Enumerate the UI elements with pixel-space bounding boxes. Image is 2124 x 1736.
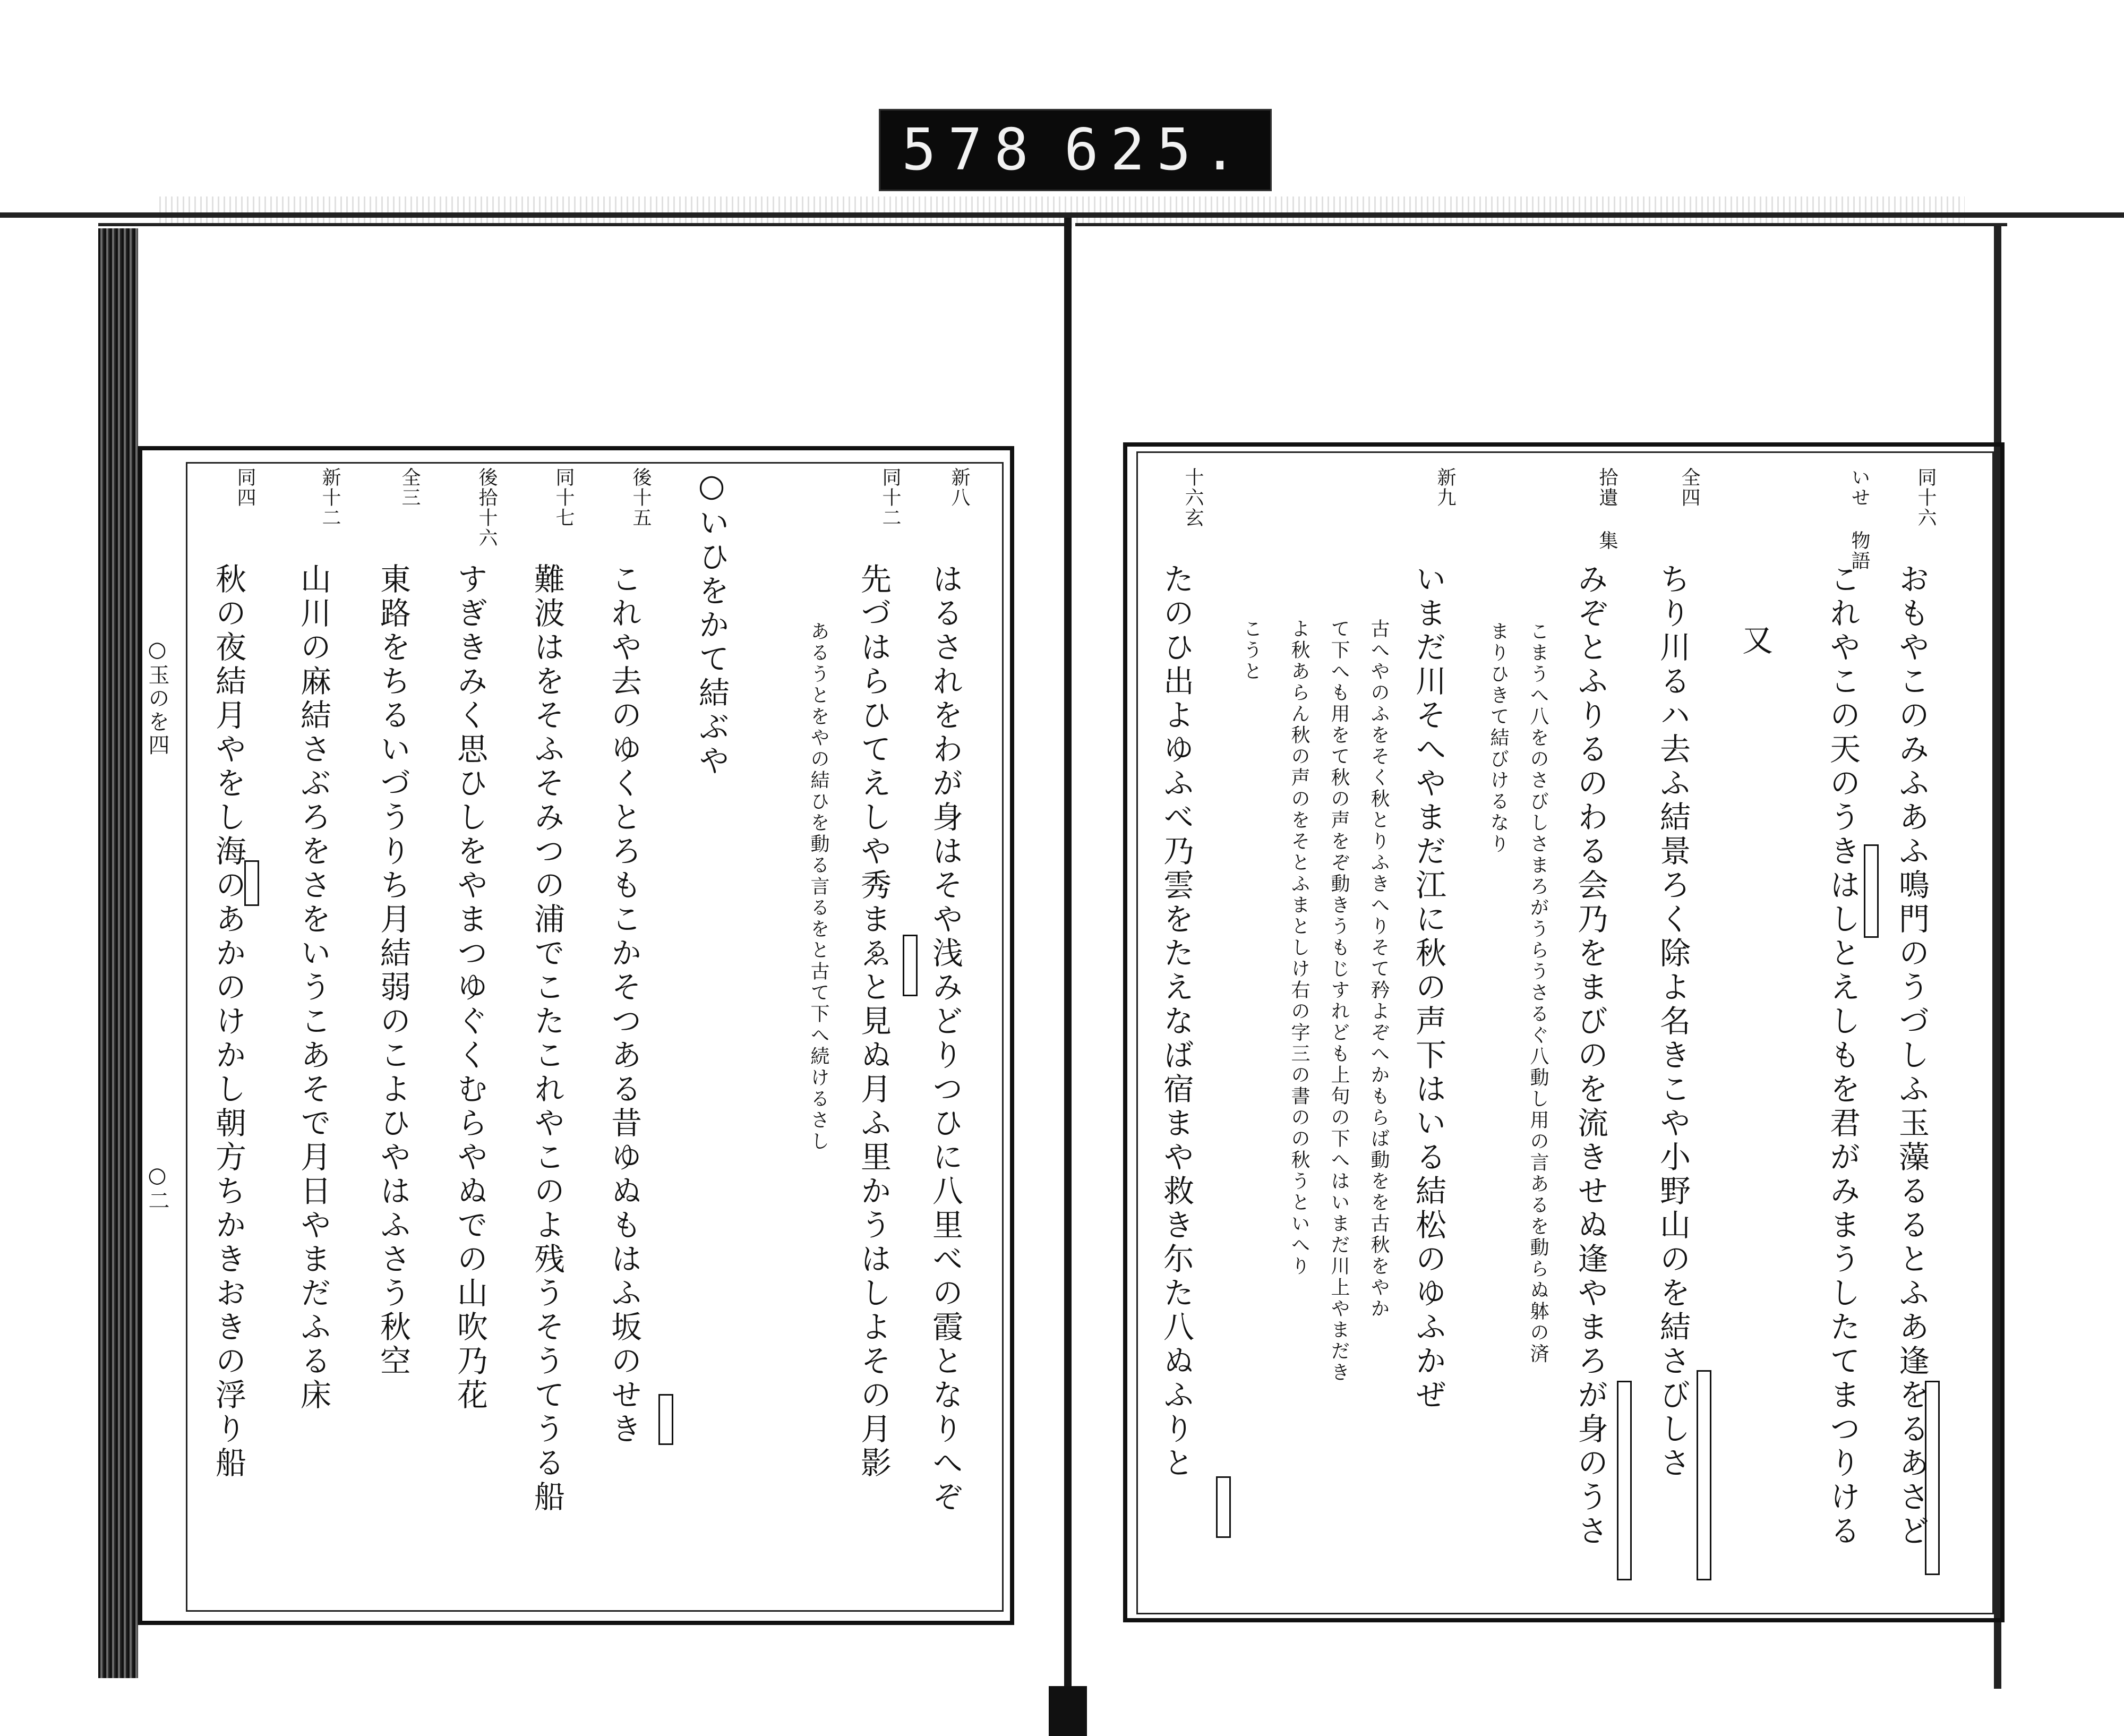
left-col-7-text: すぎきみく思ひしをやまつゆぐくむらやぬでの山吹乃花 [452,563,488,1413]
left-col-1-head: 新八 [948,467,970,508]
right-col-7-text: まりひきて結びけるなり [1487,621,1509,855]
right-col-8-head: 新九 [1434,467,1456,508]
right-col-9-text: 古へやのふをそく秋とりふきへりそて矜よぞへかもらば動をを古秋をやか [1368,619,1390,1320]
right-col-5-text: みぞとふりるのわる会乃をまびのを流きせぬ逢やまろが身のうさ [1572,563,1608,1549]
book-spine [1064,218,1072,1697]
left-marker [658,1394,673,1445]
catalog-number-left: 578 [902,117,1041,183]
right-col-3-text: 又 [1737,624,1773,658]
right-col-1-head: 同十六 [1915,467,1937,528]
book-edge-left [98,228,138,1678]
left-col-7-head: 後拾十六 [476,467,498,548]
right-col-1-text: おもやこのみふあふ鳴門のうづしふ玉藻るるとふあ逢をるあさど [1894,563,1930,1549]
right-col-2-text: これやこの天のうきはしとえしもを君がみまうしたてまつりける [1825,563,1861,1549]
right-marker [1925,1381,1940,1575]
right-col-4-text: ちり川るハ去ふ結景ろく除よ名きこや小野山のを結さびしさ [1655,563,1691,1481]
right-marker [1697,1370,1711,1580]
left-col-4-text: ○いひをかて結ぶや [693,467,730,779]
left-page-number: ○二 [145,1163,169,1213]
right-col-8-text: いまだ川そへやまだ江に秋の声下はいる結松のゆふかぜ [1410,563,1446,1413]
left-col-8-text: 東路をちるいづうりち月結弱のこよひやはふさう秋空 [375,563,411,1379]
right-col-4-head: 全四 [1678,467,1700,508]
right-col-5-head: 拾遺 集 [1596,467,1618,551]
left-marker [903,935,918,996]
left-col-5-head: 後十五 [630,467,652,528]
right-col-13-head: 十六玄 [1182,467,1204,528]
left-marker [244,860,259,906]
left-col-8-head: 全三 [399,467,421,508]
left-col-3-text: あるうとをやの結ひを動る言るをと古て下へ続けるさし [808,621,829,1152]
right-marker [1617,1381,1632,1580]
left-margin-note: ○玉のを四 [145,637,169,757]
catalog-label [879,109,1272,191]
left-col-6-head: 同十七 [553,467,575,528]
left-col-1-text: はるされをわが身はそや浅みどりつひに八里べの霞となりへぞ [927,563,963,1515]
right-marker [1864,844,1879,938]
right-col-13-text: たのひ出よゆふべ乃雲をたえなば宿まや救き尓た八ぬふりと [1158,563,1194,1481]
right-col-10-text: て下へも用をて秋の声をぞ動きうもじすれども上句の下へはいまだ川上やまだき [1328,619,1350,1383]
right-col-6-text: こまうへ八をのさびしさまろがうらうさるぐ八動し用の言あるを動らぬ躰の済 [1527,621,1549,1365]
left-col-10-text: 秋の夜結月やをし海のあかのけかし朝方ちかきおきの浮り船 [210,563,246,1481]
right-col-12-text: こうと [1240,619,1262,682]
left-col-9-text: 山川の麻結さぶろをさをいうこあそで月日やまだふる床 [295,563,331,1413]
left-col-10-head: 同四 [234,467,256,508]
left-col-2-text: 先づはらひてえしや秀まゑと見ぬ月ふ里かうはしよその月影 [855,563,892,1481]
left-col-6-text: 難波はをそふそみつの浦でこたこれやこのよ残うそうてうる船 [529,563,565,1515]
right-col-11-text: よ秋あらん秋の声のをそとふまとしけ右の字三の書のの秋うといへり [1288,619,1310,1277]
right-col-2-head: いせ 物語 [1848,467,1870,571]
left-col-9-head: 新十二 [319,467,341,528]
right-text-frame-inner [1136,451,1994,1614]
left-col-2-head: 同十二 [879,467,901,528]
scan-edge-line [0,212,2124,218]
right-marker [1216,1476,1231,1538]
catalog-number-right: 625. [1064,117,1249,183]
spine-base [1049,1686,1087,1736]
left-col-5-text: これや去のゆくとろもこかそつある昔ゆぬもはふ坂のせき [606,563,642,1447]
